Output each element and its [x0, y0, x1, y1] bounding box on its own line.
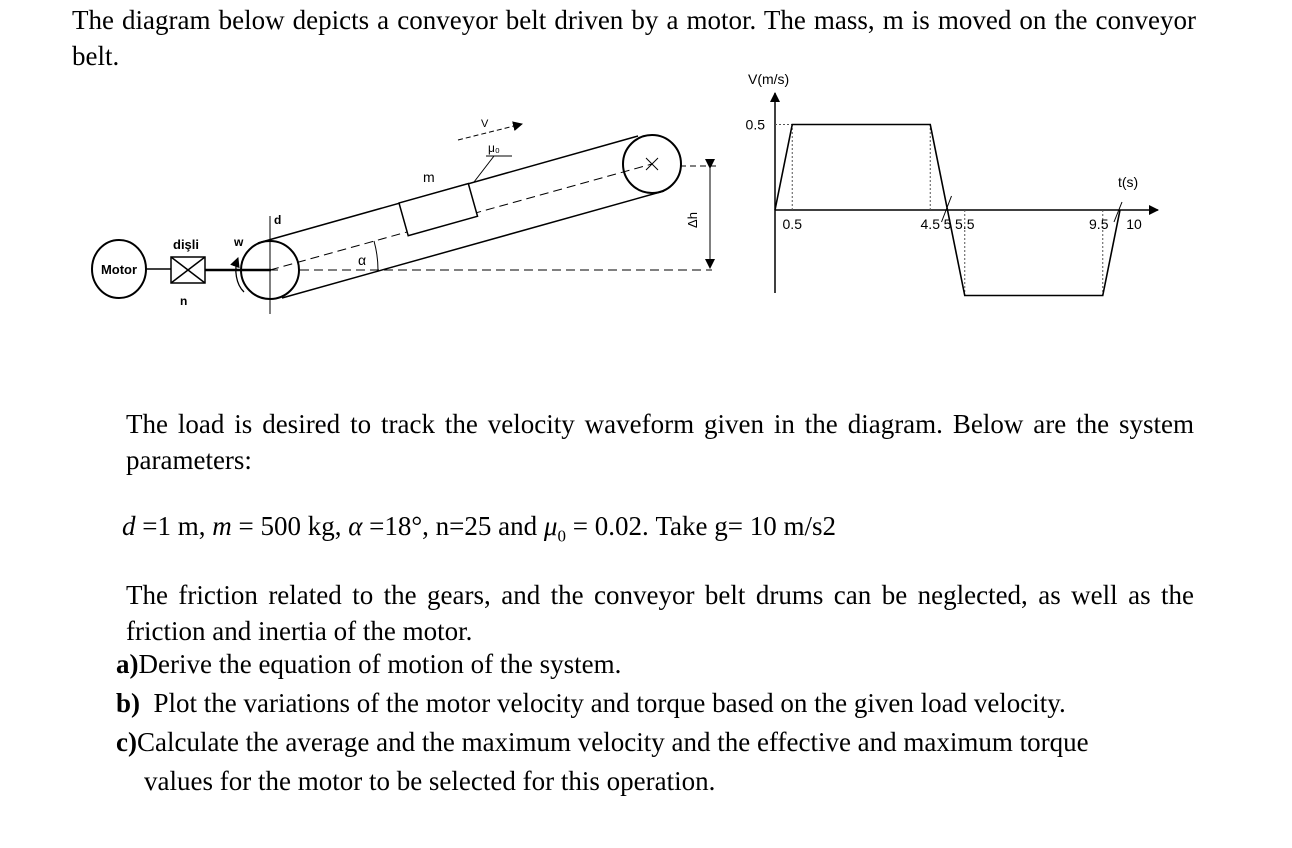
alpha-arc [374, 241, 378, 270]
chart-x-tick-label: 5 [943, 216, 952, 232]
question-b [116, 685, 1216, 721]
chart-y-tick-label: 0.5 [745, 116, 765, 133]
alpha-label: α [358, 252, 367, 268]
mu-label: μ₀ [488, 141, 500, 155]
velocity-arrow [458, 124, 522, 140]
param-m-value: = 500 kg, [231, 511, 349, 541]
param-mu-value: = 0.02. Take g= 10 m/s2 [565, 511, 837, 541]
question-c [116, 724, 1196, 760]
conveyor-and-velocity-diagram [0, 0, 1292, 400]
chart-x-tick-label: 10 [1126, 216, 1142, 232]
param-m-symbol: m [212, 511, 232, 541]
question-a [116, 646, 1216, 682]
question-b-label: b) [116, 688, 141, 718]
question-c-label: c) [116, 727, 137, 757]
n-label: n [180, 294, 188, 308]
chart-y-axis-label: V(m/s) [748, 71, 790, 87]
d-label: d [274, 213, 282, 227]
param-alpha-symbol: α [348, 511, 363, 541]
tracking-paragraph: The load is desired to track the velocity waveform given in the diagram. Below are the system parameters: [126, 409, 1194, 475]
param-d-value: =1 m, [135, 511, 213, 541]
v-label: V [481, 118, 489, 130]
dh-label: Δh [685, 212, 700, 228]
intro-paragraph: The diagram below depicts a conveyor belt driven by a motor. The mass, m is moved on the conveyor belt. [72, 5, 1196, 71]
chart-x-tick-label: 4.5 [920, 216, 940, 232]
param-mu-subscript: 0 [557, 526, 566, 546]
mass-label: m [423, 169, 435, 185]
question-c-text: Calculate the average and the maximum velocity and the effective and maximum torque [136, 727, 1089, 757]
conveyor-schematic [92, 118, 718, 314]
param-alpha-value: =18°, n=25 and [362, 511, 544, 541]
chart-x-tick-label: 9.5 [1089, 216, 1109, 232]
chart-x-tick-label: 0.5 [782, 216, 802, 232]
w-label: w [234, 235, 244, 249]
param-d-symbol: d [122, 511, 136, 541]
gear-label: dişli [173, 237, 200, 252]
velocity-chart [746, 71, 1158, 296]
mass-block [399, 184, 478, 236]
chart-x-axis-label: t(s) [1118, 174, 1139, 190]
chart-x-tick-label: 5.5 [955, 216, 975, 232]
param-mu-symbol: μ [543, 511, 558, 541]
question-a-text: Derive the equation of motion of the system. [138, 649, 622, 679]
question-c-continued: values for the motor to be selected for this operation. [144, 766, 716, 796]
motor-label: Motor [100, 262, 138, 277]
question-b-text: Plot the variations of the motor velocity and torque based on the given load velocity. [140, 688, 1066, 718]
question-a-label: a) [116, 649, 139, 679]
parameters-line [122, 508, 1222, 554]
friction-paragraph: The friction related to the gears, and the conveyor belt drums can be neglected, as well as the friction and inertia of the motor. [126, 580, 1194, 646]
